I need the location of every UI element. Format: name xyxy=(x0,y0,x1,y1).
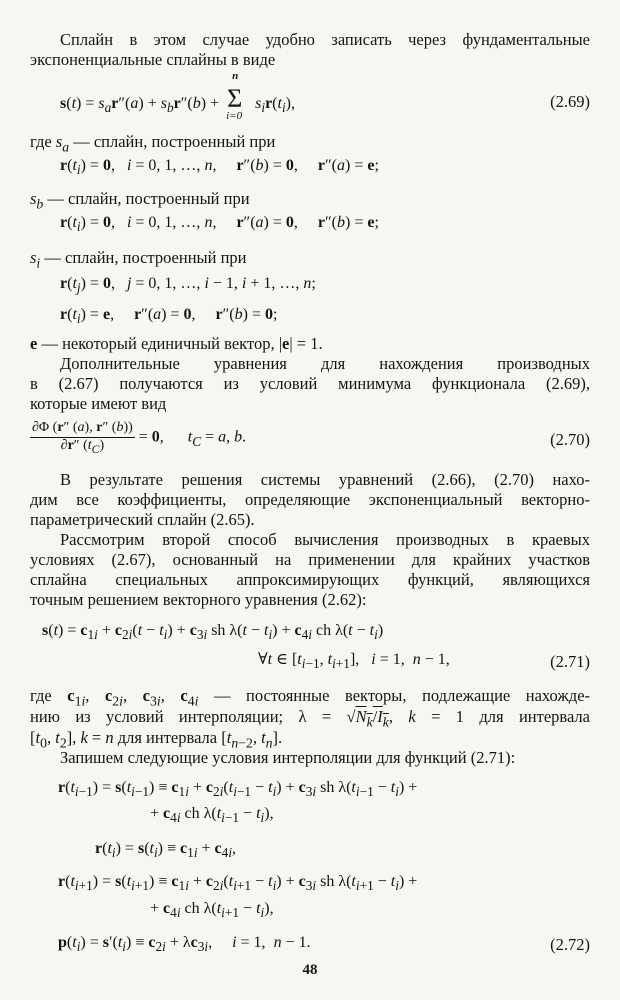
paragraph-6-line-2: нию из условий интерполяции; $\lambda = √N_k/I_k$, k = 1 для интервала xyxy=(30,707,590,730)
equation-2-72-line-1: $r(t_{i-1}) = s(t_{i-1}) \equiv c_{1i} + c_{2i}(t_{i-1} - t_i) + c_{3i}$ sh $\lambda(t_{i-1} - t_i)$ + xyxy=(58,779,418,800)
derivative-fraction: $\frac{\partial\Phi (r'' (a), r'' (b))}{\partial r'' (t_C)}$ xyxy=(32,420,133,456)
e-definition: e — некоторый единичный вектор, |e| = 1. xyxy=(30,334,323,353)
equation-2-69: $s(t) = s_ar''(a) + s_br''(b)$ + n Σ i=0 $s_ir(t_i)$, xyxy=(60,70,295,122)
condition-s-i-1: $r(t_j) = 0$, j = 0, 1, …, i − 1, i + 1, …, n; xyxy=(60,275,316,296)
equation-2-71-line-1: $s(t) = c_{1i} + c_{2i}(t - t_i) + c_{3i}$ sh $\lambda(t - t_i) + c_{4i}$ ch $\lambda(t - t_i)$ xyxy=(42,622,384,643)
paragraph-3-line-1: Дополнительные уравнения для нахождения производных xyxy=(60,354,590,373)
paragraph-5-line-3: сплайна специальных аппроксимирующих функций, являющихся xyxy=(30,570,590,589)
paragraph-6-line-1: где $c_{1i}$, $c_{2i}$, $c_{3i}$, $c_{4i}$ — постоянные векторы, подлежащие нахожде- xyxy=(30,686,591,709)
equation-2-70: $\frac{\partial\Phi (r'' (a), r'' (b))}{\partial r'' (t_C)}$ = 0, $t_C = a$, b. xyxy=(32,420,247,456)
paragraph-5-line-4: точным решением векторного уравнения (2.62): xyxy=(30,590,367,609)
paragraph-6-line-3: [$t_0$, $t_2$], k = n для интервала [$t_{n-2}$, $t_n$]. xyxy=(30,728,283,751)
condition-s-a: $r(t_i) = 0$, i = 0, 1, …, n, r″(b) = 0, r″(a) = e; xyxy=(60,157,379,178)
paragraph-3-line-3: которые имеют вид xyxy=(30,394,167,413)
paragraph-4-line-1: В результате решения системы уравнений (2.66), (2.70) нахо- xyxy=(60,470,590,489)
equation-2-72-line-6: $p(t_i) = s'(t_i) \equiv c_{2i} + \lambda c_{3i}$, i = 1, n − 1. xyxy=(58,934,311,955)
paragraph-5-line-1: Рассмотрим второй способ вычисления производных в краевых xyxy=(60,530,590,549)
paragraph-4-line-2: дим все коэффициенты, определяющие экспоненциальный векторно- xyxy=(30,490,590,509)
equation-2-72-line-2: + $c_{4i}$ ch $\lambda(t_{i-1} - t_i)$, xyxy=(150,805,274,826)
equation-number-2-69: (2.69) xyxy=(550,92,590,111)
s-a-definition: где $s_a$ — сплайн, построенный при xyxy=(30,132,276,155)
paragraph-1-line-1: Сплайн в этом случае удобно записать через фундаментальные xyxy=(60,30,590,49)
condition-s-b: $r(t_i) = 0$, i = 0, 1, …, n, r″(a) = 0, r″(b) = e; xyxy=(60,214,379,235)
equation-number-2-70: (2.70) xyxy=(550,430,590,449)
equation-2-72-line-3: $r(t_i) = s(t_i) \equiv c_{1i} + c_{4i}$, xyxy=(95,840,237,861)
sum-symbol: n Σ i=0 xyxy=(226,70,243,122)
equation-number-2-71: (2.71) xyxy=(550,652,590,671)
s-b-definition: $s_b$ — сплайн, построенный при xyxy=(30,189,250,212)
equation-2-72-line-5: + $c_{4i}$ ch $\lambda(t_{i+1} - t_i)$, xyxy=(150,900,274,921)
equation-2-72-line-4: $r(t_{i+1}) = s(t_{i+1}) \equiv c_{1i} + c_{2i}(t_{i+1} - t_i) + c_{3i}$ sh $\lambda(t_{i+1} - t_i)$ + xyxy=(58,873,418,894)
paragraph-1-line-2: экспоненциальные сплайны в виде xyxy=(30,50,276,69)
s-i-definition: $s_i$ — сплайн, построенный при xyxy=(30,248,247,271)
paragraph-4-line-3: параметрический сплайн (2.65). xyxy=(30,510,255,529)
equation-2-71-line-2: ∀t ∈ [$t_{i-1}$, $t_{i+1}$], i = 1, n − 1, xyxy=(258,651,450,672)
paragraph-7-line-1: Запишем следующие условия интерполяции для функций (2.71): xyxy=(60,748,516,767)
condition-s-i-2: $r(t_i) = e$, r″(a) = 0, r″(b) = 0; xyxy=(60,306,278,327)
equation-number-2-72: (2.72) xyxy=(550,935,590,954)
page-number: 48 xyxy=(302,962,318,978)
paragraph-3-line-2: в (2.67) получаются из условий минимума функционала (2.69), xyxy=(30,374,590,393)
paragraph-5-line-2: условиях (2.67), основанный на применении для крайних участков xyxy=(30,550,590,569)
